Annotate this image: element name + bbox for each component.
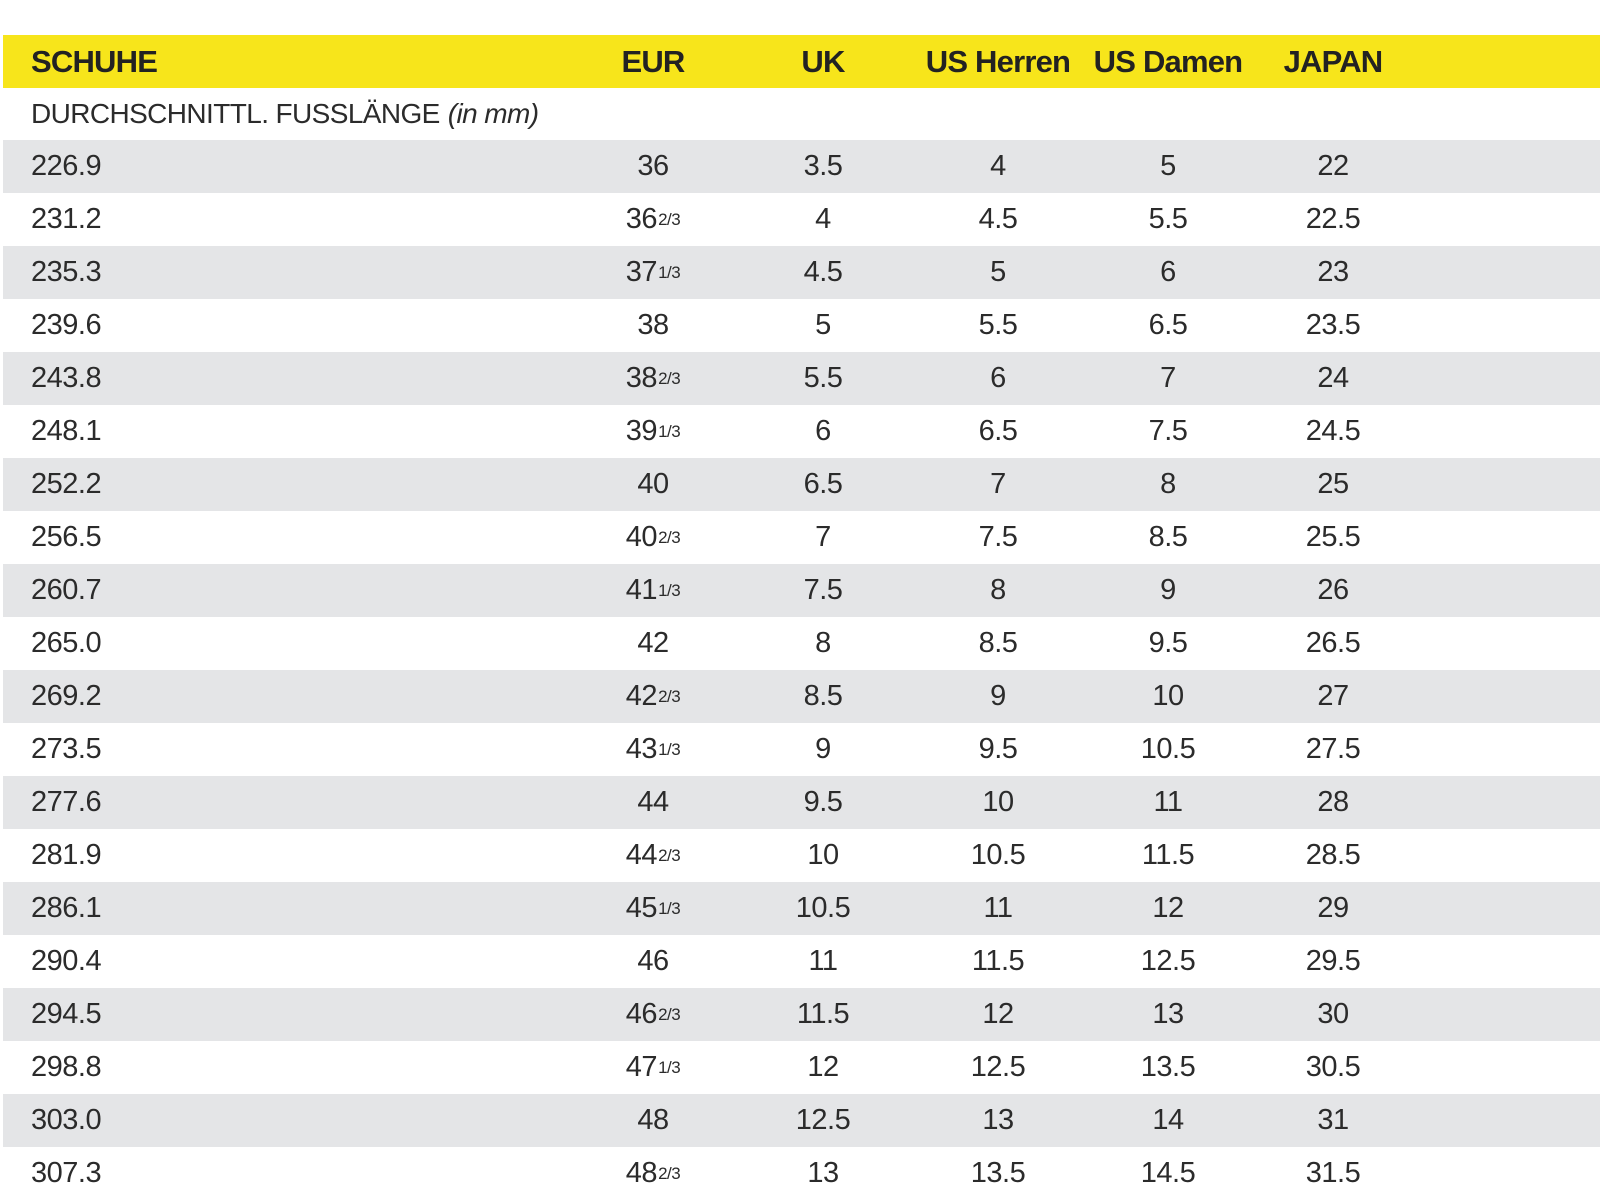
cell-japan-value: 31 bbox=[1317, 1104, 1349, 1136]
cell-japan bbox=[1253, 1147, 1413, 1200]
cell-uk bbox=[743, 617, 903, 670]
cell-japan-value: 27.5 bbox=[1305, 733, 1361, 765]
cell-eur: 36 2/3 bbox=[625, 203, 681, 235]
cell-foot-length bbox=[31, 299, 101, 352]
cell-us-herren bbox=[913, 988, 1083, 1041]
cell-eur: 46 2/3 bbox=[625, 998, 681, 1030]
size-chart-table bbox=[3, 35, 1600, 1200]
cell-eur: 44 2/3 bbox=[625, 839, 681, 871]
cell-foot-length-value: 286.1 bbox=[31, 892, 102, 924]
table-row bbox=[3, 352, 1600, 405]
cell-uk bbox=[743, 1094, 903, 1147]
cell-uk bbox=[743, 670, 903, 723]
cell-us-damen bbox=[1083, 723, 1253, 776]
cell-japan-value: 28.5 bbox=[1305, 839, 1361, 871]
cell-uk bbox=[743, 352, 903, 405]
cell-us-damen-value: 5 bbox=[1160, 150, 1176, 182]
table-row bbox=[3, 246, 1600, 299]
table-row bbox=[3, 723, 1600, 776]
cell-us-herren bbox=[913, 882, 1083, 935]
cell-uk-value: 7 bbox=[815, 521, 831, 553]
cell-japan bbox=[1253, 193, 1413, 246]
cell-us-damen bbox=[1083, 405, 1253, 458]
cell-us-herren bbox=[913, 405, 1083, 458]
cell-uk-value: 10 bbox=[807, 839, 839, 871]
cell-uk-value: 7.5 bbox=[803, 574, 843, 606]
cell-foot-length bbox=[31, 352, 101, 405]
cell-us-damen bbox=[1083, 882, 1253, 935]
cell-japan-value: 22.5 bbox=[1305, 203, 1361, 235]
cell-foot-length-value: 265.0 bbox=[31, 627, 102, 659]
cell-eur: 40 2/3 bbox=[625, 521, 681, 553]
cell-eur bbox=[573, 458, 733, 511]
cell-us-herren bbox=[913, 776, 1083, 829]
cell-us-damen-value: 10.5 bbox=[1140, 733, 1196, 765]
cell-us-herren bbox=[913, 829, 1083, 882]
cell-us-herren-value: 4 bbox=[990, 150, 1006, 182]
cell-uk-value: 12.5 bbox=[795, 1104, 851, 1136]
cell-us-damen-value: 5.5 bbox=[1148, 203, 1188, 235]
cell-uk-value: 12 bbox=[807, 1051, 839, 1083]
cell-foot-length-value: 294.5 bbox=[31, 998, 102, 1030]
cell-japan bbox=[1253, 299, 1413, 352]
cell-uk bbox=[743, 935, 903, 988]
table-row bbox=[3, 935, 1600, 988]
cell-us-damen bbox=[1083, 299, 1253, 352]
cell-foot-length-value: 260.7 bbox=[31, 574, 102, 606]
cell-eur bbox=[573, 935, 733, 988]
cell-us-herren-value: 5 bbox=[990, 256, 1006, 288]
cell-uk bbox=[743, 405, 903, 458]
cell-us-damen-value: 11.5 bbox=[1141, 839, 1195, 871]
cell-japan-value: 26.5 bbox=[1305, 627, 1361, 659]
cell-uk bbox=[743, 988, 903, 1041]
cell-uk-value: 10.5 bbox=[795, 892, 851, 924]
cell-eur-value: 40 bbox=[637, 468, 669, 500]
cell-us-damen bbox=[1083, 193, 1253, 246]
cell-us-damen-value: 14.5 bbox=[1140, 1157, 1196, 1189]
cell-foot-length bbox=[31, 935, 101, 988]
cell-foot-length bbox=[31, 193, 101, 246]
cell-japan-value: 26 bbox=[1317, 574, 1349, 606]
cell-us-herren bbox=[913, 723, 1083, 776]
cell-japan-value: 24 bbox=[1317, 362, 1349, 394]
cell-japan-value: 30 bbox=[1317, 998, 1349, 1030]
cell-foot-length-value: 256.5 bbox=[31, 521, 102, 553]
cell-us-damen bbox=[1083, 140, 1253, 193]
cell-us-herren bbox=[913, 458, 1083, 511]
cell-eur bbox=[573, 1094, 733, 1147]
table-row bbox=[3, 299, 1600, 352]
cell-japan bbox=[1253, 882, 1413, 935]
cell-us-herren-value: 8.5 bbox=[978, 627, 1018, 659]
cell-foot-length bbox=[31, 670, 101, 723]
cell-uk bbox=[743, 1041, 903, 1094]
cell-japan-value: 29.5 bbox=[1305, 945, 1361, 977]
cell-eur-value: 41 bbox=[625, 574, 658, 606]
cell-eur bbox=[573, 140, 733, 193]
cell-us-damen-value: 8.5 bbox=[1148, 521, 1188, 553]
cell-eur-value: 48 bbox=[637, 1104, 669, 1136]
cell-uk-value: 6.5 bbox=[803, 468, 843, 500]
cell-foot-length bbox=[31, 723, 101, 776]
cell-foot-length bbox=[31, 617, 101, 670]
cell-us-herren bbox=[913, 617, 1083, 670]
cell-us-herren bbox=[913, 1147, 1083, 1200]
subheader-label: DURCHSCHNITTL. FUSSLÄNGE bbox=[31, 98, 440, 129]
cell-us-damen bbox=[1083, 617, 1253, 670]
cell-foot-length-value: 231.2 bbox=[31, 203, 102, 235]
cell-eur-value: 48 bbox=[625, 1157, 658, 1189]
cell-foot-length-value: 273.5 bbox=[31, 733, 102, 765]
cell-eur-value: 46 bbox=[625, 998, 658, 1030]
table-row bbox=[3, 776, 1600, 829]
cell-us-herren bbox=[913, 670, 1083, 723]
cell-us-herren bbox=[913, 140, 1083, 193]
cell-us-herren-value: 4.5 bbox=[978, 203, 1018, 235]
cell-uk-value: 11 bbox=[808, 945, 838, 977]
cell-uk-value: 8 bbox=[815, 627, 831, 659]
cell-uk-value: 9.5 bbox=[803, 786, 843, 818]
cell-foot-length bbox=[31, 776, 101, 829]
cell-us-damen-value: 13 bbox=[1152, 998, 1184, 1030]
cell-eur: 38 2/3 bbox=[625, 362, 681, 394]
cell-japan-value: 25.5 bbox=[1305, 521, 1361, 553]
cell-uk-value: 5 bbox=[815, 309, 831, 341]
cell-eur-value: 40 bbox=[625, 521, 658, 553]
cell-japan-value: 31.5 bbox=[1305, 1157, 1361, 1189]
table-row bbox=[3, 1094, 1600, 1147]
cell-eur-value: 45 bbox=[625, 892, 658, 924]
cell-japan-value: 29 bbox=[1317, 892, 1349, 924]
cell-japan bbox=[1253, 246, 1413, 299]
table-row bbox=[3, 405, 1600, 458]
cell-us-damen bbox=[1083, 1094, 1253, 1147]
cell-us-damen-value: 13.5 bbox=[1140, 1051, 1196, 1083]
cell-japan bbox=[1253, 776, 1413, 829]
table-row bbox=[3, 511, 1600, 564]
header-col-japan: JAPAN bbox=[1283, 43, 1383, 79]
cell-eur-value: 47 bbox=[625, 1051, 658, 1083]
cell-us-damen bbox=[1083, 352, 1253, 405]
cell-japan-value: 23 bbox=[1317, 256, 1349, 288]
cell-japan bbox=[1253, 988, 1413, 1041]
cell-japan bbox=[1253, 935, 1413, 988]
table-row bbox=[3, 882, 1600, 935]
cell-us-damen-value: 9 bbox=[1160, 574, 1176, 606]
cell-uk-value: 3.5 bbox=[803, 150, 843, 182]
cell-foot-length-value: 298.8 bbox=[31, 1051, 102, 1083]
cell-uk-value: 4 bbox=[815, 203, 831, 235]
cell-uk bbox=[743, 140, 903, 193]
cell-japan bbox=[1253, 723, 1413, 776]
cell-us-herren bbox=[913, 935, 1083, 988]
cell-eur-value: 42 bbox=[625, 680, 658, 712]
foot-length-subheader bbox=[3, 88, 1600, 140]
cell-japan bbox=[1253, 670, 1413, 723]
cell-eur-value: 36 bbox=[637, 150, 669, 182]
cell-eur-value: 46 bbox=[637, 945, 669, 977]
cell-us-damen bbox=[1083, 988, 1253, 1041]
cell-us-herren-value: 5.5 bbox=[978, 309, 1018, 341]
cell-uk-value: 6 bbox=[815, 415, 831, 447]
table-row bbox=[3, 1147, 1600, 1200]
cell-eur bbox=[573, 617, 733, 670]
cell-foot-length-value: 226.9 bbox=[31, 150, 102, 182]
cell-us-herren-value: 9 bbox=[990, 680, 1006, 712]
cell-us-damen-value: 6.5 bbox=[1148, 309, 1188, 341]
cell-japan bbox=[1253, 458, 1413, 511]
cell-eur: 39 1/3 bbox=[625, 415, 681, 447]
cell-eur-value: 43 bbox=[625, 733, 658, 765]
header-col-us-herren: US Herren bbox=[925, 43, 1071, 79]
cell-foot-length-value: 307.3 bbox=[31, 1157, 102, 1189]
cell-us-damen-value: 14 bbox=[1152, 1104, 1184, 1136]
cell-eur-value: 39 bbox=[625, 415, 658, 447]
cell-japan bbox=[1253, 511, 1413, 564]
cell-us-damen-value: 10 bbox=[1152, 680, 1184, 712]
cell-japan bbox=[1253, 140, 1413, 193]
cell-us-herren-value: 6.5 bbox=[978, 415, 1018, 447]
cell-us-herren-value: 13.5 bbox=[970, 1157, 1026, 1189]
cell-us-damen-value: 12.5 bbox=[1140, 945, 1196, 977]
cell-eur-value: 44 bbox=[625, 839, 658, 871]
cell-uk bbox=[743, 1147, 903, 1200]
cell-japan-value: 28 bbox=[1317, 786, 1349, 818]
cell-us-damen-value: 7.5 bbox=[1148, 415, 1188, 447]
cell-eur: 47 1/3 bbox=[625, 1051, 681, 1083]
cell-foot-length-value: 281.9 bbox=[31, 839, 102, 871]
cell-uk bbox=[743, 511, 903, 564]
cell-foot-length bbox=[31, 829, 101, 882]
cell-foot-length-value: 277.6 bbox=[31, 786, 102, 818]
table-row bbox=[3, 1041, 1600, 1094]
cell-us-herren-value: 10.5 bbox=[970, 839, 1026, 871]
cell-us-damen bbox=[1083, 829, 1253, 882]
cell-eur: 45 1/3 bbox=[625, 892, 681, 924]
cell-us-herren bbox=[913, 193, 1083, 246]
table-row bbox=[3, 564, 1600, 617]
cell-eur-value: 44 bbox=[637, 786, 669, 818]
cell-eur-value: 38 bbox=[625, 362, 658, 394]
cell-us-herren-value: 11 bbox=[983, 892, 1013, 924]
cell-eur: 42 2/3 bbox=[625, 680, 681, 712]
cell-japan bbox=[1253, 564, 1413, 617]
cell-eur: 37 1/3 bbox=[625, 256, 681, 288]
cell-us-damen bbox=[1083, 935, 1253, 988]
cell-foot-length bbox=[31, 882, 101, 935]
cell-eur-value: 37 bbox=[625, 256, 658, 288]
cell-foot-length-value: 303.0 bbox=[31, 1104, 102, 1136]
cell-uk bbox=[743, 829, 903, 882]
cell-eur: 43 1/3 bbox=[625, 733, 681, 765]
cell-uk bbox=[743, 723, 903, 776]
table-header-row bbox=[3, 35, 1600, 88]
header-col-us-damen: US Damen bbox=[1093, 43, 1243, 79]
cell-uk bbox=[743, 458, 903, 511]
cell-japan-value: 24.5 bbox=[1305, 415, 1361, 447]
cell-us-herren-value: 7 bbox=[990, 468, 1006, 500]
cell-us-herren bbox=[913, 352, 1083, 405]
cell-japan bbox=[1253, 405, 1413, 458]
cell-uk-value: 9 bbox=[815, 733, 831, 765]
cell-us-herren-value: 12.5 bbox=[970, 1051, 1026, 1083]
cell-us-damen bbox=[1083, 670, 1253, 723]
cell-foot-length-value: 248.1 bbox=[31, 415, 102, 447]
table-row bbox=[3, 829, 1600, 882]
cell-uk-value: 8.5 bbox=[803, 680, 843, 712]
cell-us-damen bbox=[1083, 1041, 1253, 1094]
cell-us-herren-value: 6 bbox=[990, 362, 1006, 394]
header-col-uk: UK bbox=[801, 43, 845, 79]
cell-uk-value: 13 bbox=[807, 1157, 839, 1189]
table-row bbox=[3, 988, 1600, 1041]
cell-foot-length bbox=[31, 140, 101, 193]
cell-foot-length-value: 252.2 bbox=[31, 468, 102, 500]
cell-japan bbox=[1253, 352, 1413, 405]
table-row bbox=[3, 617, 1600, 670]
table-row bbox=[3, 140, 1600, 193]
cell-us-herren-value: 9.5 bbox=[978, 733, 1018, 765]
cell-foot-length-value: 269.2 bbox=[31, 680, 102, 712]
subheader-cell bbox=[31, 88, 538, 140]
cell-eur bbox=[573, 299, 733, 352]
cell-us-herren-value: 7.5 bbox=[978, 521, 1018, 553]
cell-us-damen bbox=[1083, 458, 1253, 511]
cell-uk bbox=[743, 193, 903, 246]
cell-japan bbox=[1253, 617, 1413, 670]
cell-foot-length bbox=[31, 1094, 101, 1147]
cell-uk bbox=[743, 564, 903, 617]
cell-us-damen-value: 7 bbox=[1160, 362, 1176, 394]
cell-foot-length bbox=[31, 564, 101, 617]
header-col-eur: EUR bbox=[621, 43, 685, 79]
cell-us-damen-value: 9.5 bbox=[1148, 627, 1188, 659]
cell-uk-value: 11.5 bbox=[796, 998, 850, 1030]
cell-eur-value: 36 bbox=[625, 203, 658, 235]
cell-foot-length bbox=[31, 511, 101, 564]
cell-us-damen-value: 11 bbox=[1153, 786, 1183, 818]
cell-foot-length-value: 239.6 bbox=[31, 309, 102, 341]
cell-us-herren-value: 10 bbox=[982, 786, 1014, 818]
cell-us-herren bbox=[913, 299, 1083, 352]
cell-us-herren-value: 12 bbox=[982, 998, 1014, 1030]
cell-japan-value: 25 bbox=[1317, 468, 1349, 500]
cell-us-damen bbox=[1083, 511, 1253, 564]
cell-foot-length bbox=[31, 405, 101, 458]
cell-uk bbox=[743, 776, 903, 829]
cell-japan bbox=[1253, 829, 1413, 882]
cell-foot-length bbox=[31, 988, 101, 1041]
cell-eur-value: 42 bbox=[637, 627, 669, 659]
table-row bbox=[3, 670, 1600, 723]
header-title: SCHUHE bbox=[31, 43, 158, 79]
cell-foot-length-value: 243.8 bbox=[31, 362, 102, 394]
cell-uk bbox=[743, 246, 903, 299]
cell-us-damen bbox=[1083, 776, 1253, 829]
cell-us-herren bbox=[913, 1094, 1083, 1147]
cell-us-herren bbox=[913, 1041, 1083, 1094]
cell-uk bbox=[743, 299, 903, 352]
cell-japan bbox=[1253, 1094, 1413, 1147]
cell-eur-value: 38 bbox=[637, 309, 669, 341]
cell-foot-length bbox=[31, 1147, 101, 1200]
cell-japan-value: 22 bbox=[1317, 150, 1349, 182]
cell-japan-value: 30.5 bbox=[1305, 1051, 1361, 1083]
cell-japan-value: 23.5 bbox=[1305, 309, 1361, 341]
cell-uk-value: 4.5 bbox=[803, 256, 843, 288]
cell-us-herren bbox=[913, 511, 1083, 564]
cell-us-damen-value: 6 bbox=[1160, 256, 1176, 288]
cell-eur: 48 2/3 bbox=[625, 1157, 681, 1189]
cell-us-damen bbox=[1083, 246, 1253, 299]
cell-us-damen-value: 12 bbox=[1152, 892, 1184, 924]
cell-foot-length-value: 290.4 bbox=[31, 945, 102, 977]
cell-eur bbox=[573, 776, 733, 829]
table-row bbox=[3, 458, 1600, 511]
cell-us-damen bbox=[1083, 564, 1253, 617]
cell-uk-value: 5.5 bbox=[803, 362, 843, 394]
cell-us-herren bbox=[913, 246, 1083, 299]
cell-us-herren-value: 11.5 bbox=[971, 945, 1025, 977]
cell-eur: 41 1/3 bbox=[625, 574, 681, 606]
cell-us-damen bbox=[1083, 1147, 1253, 1200]
table-row bbox=[3, 193, 1600, 246]
cell-us-damen-value: 8 bbox=[1160, 468, 1176, 500]
cell-japan bbox=[1253, 1041, 1413, 1094]
cell-us-herren bbox=[913, 564, 1083, 617]
cell-uk bbox=[743, 882, 903, 935]
subheader-unit: (in mm) bbox=[447, 98, 539, 129]
table-body bbox=[3, 140, 1600, 1200]
cell-japan-value: 27 bbox=[1317, 680, 1349, 712]
cell-us-herren-value: 8 bbox=[990, 574, 1006, 606]
cell-foot-length bbox=[31, 1041, 101, 1094]
cell-foot-length bbox=[31, 246, 101, 299]
cell-foot-length-value: 235.3 bbox=[31, 256, 102, 288]
cell-us-herren-value: 13 bbox=[982, 1104, 1014, 1136]
cell-foot-length bbox=[31, 458, 101, 511]
